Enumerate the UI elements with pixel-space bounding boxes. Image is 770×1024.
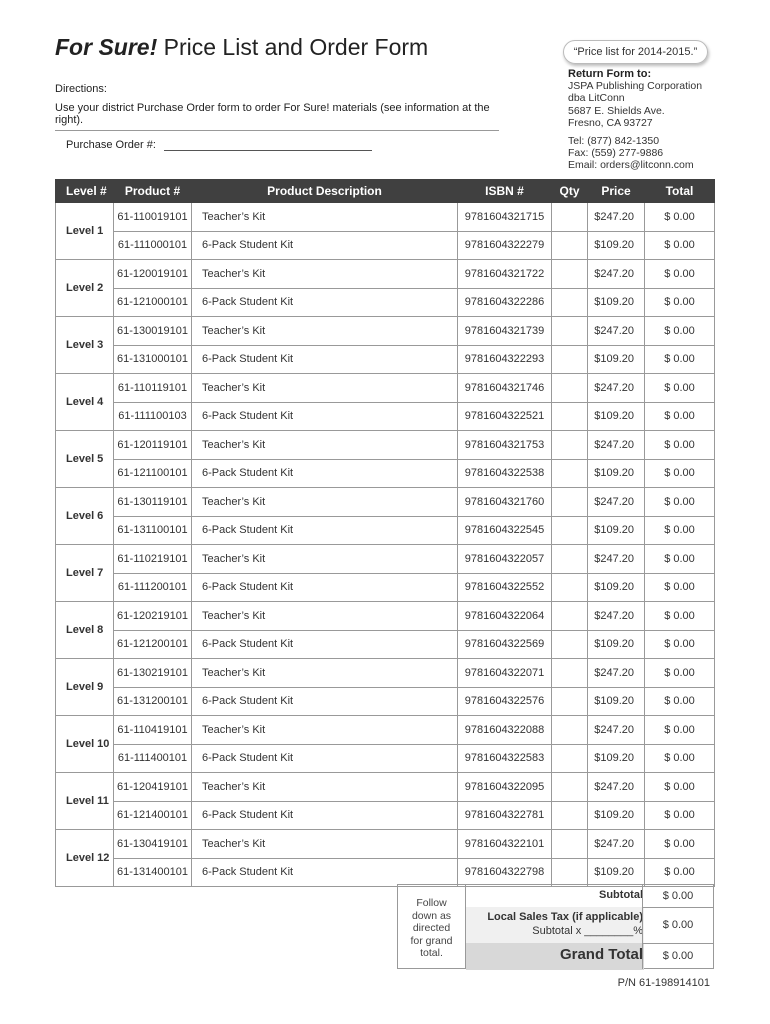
isbn-number: 9781604322101: [458, 830, 552, 859]
level-label: Level 12: [56, 830, 114, 887]
product-description: 6-Pack Student Kit: [192, 801, 458, 830]
contact-line: Email: orders@litconn.com: [568, 159, 694, 172]
price-value: $247.20: [588, 659, 645, 688]
isbn-number: 9781604321715: [458, 203, 552, 232]
total-value: $ 0.00: [645, 687, 715, 716]
total-value: $ 0.00: [645, 744, 715, 773]
product-description: Teacher’s Kit: [192, 602, 458, 631]
isbn-number: 9781604322576: [458, 687, 552, 716]
level-label: Level 3: [56, 317, 114, 374]
return-address: [568, 68, 702, 172]
isbn-number: 9781604322088: [458, 716, 552, 745]
product-description: Teacher’s Kit: [192, 260, 458, 289]
total-value: $ 0.00: [645, 716, 715, 745]
qty-input[interactable]: [552, 630, 588, 659]
table-row: [56, 573, 715, 602]
qty-input[interactable]: [552, 402, 588, 431]
product-description: 6-Pack Student Kit: [192, 573, 458, 602]
product-description: 6-Pack Student Kit: [192, 288, 458, 317]
table-row: [56, 773, 715, 802]
total-value: $ 0.00: [645, 630, 715, 659]
product-number: 61-110219101: [114, 545, 192, 574]
product-description: 6-Pack Student Kit: [192, 231, 458, 260]
table-row: [56, 459, 715, 488]
title-text: Price List and Order Form: [157, 34, 429, 60]
price-value: $109.20: [588, 687, 645, 716]
product-description: Teacher’s Kit: [192, 317, 458, 346]
directions-label: Directions:: [55, 83, 107, 95]
total-value: $ 0.00: [645, 602, 715, 631]
product-description: Teacher’s Kit: [192, 830, 458, 859]
table-row: [56, 858, 715, 887]
product-number: 61-130219101: [114, 659, 192, 688]
total-value: $ 0.00: [645, 231, 715, 260]
table-row: [56, 260, 715, 289]
product-description: 6-Pack Student Kit: [192, 459, 458, 488]
product-description: Teacher’s Kit: [192, 203, 458, 232]
isbn-number: 9781604322798: [458, 858, 552, 887]
price-value: $109.20: [588, 516, 645, 545]
price-value: $109.20: [588, 288, 645, 317]
qty-input[interactable]: [552, 773, 588, 802]
product-number: 61-110019101: [114, 203, 192, 232]
price-value: $109.20: [588, 801, 645, 830]
qty-input[interactable]: [552, 260, 588, 289]
product-number: 61-120019101: [114, 260, 192, 289]
total-value: $ 0.00: [645, 659, 715, 688]
price-value: $247.20: [588, 488, 645, 517]
price-value: $109.20: [588, 858, 645, 887]
isbn-number: 9781604322552: [458, 573, 552, 602]
level-label: Level 9: [56, 659, 114, 716]
product-number: 61-111400101: [114, 744, 192, 773]
grand-total-label: Grand Total: [559, 946, 643, 963]
total-value: $ 0.00: [645, 374, 715, 403]
return-line: Fresno, CA 93727: [568, 116, 653, 129]
table-row: [56, 374, 715, 403]
total-value: $ 0.00: [645, 545, 715, 574]
price-value: $109.20: [588, 573, 645, 602]
product-number: 61-130119101: [114, 488, 192, 517]
follow-line: for grand: [410, 934, 453, 947]
sales-tax-value: $ 0.00: [642, 907, 713, 944]
table-row: [56, 231, 715, 260]
product-description: 6-Pack Student Kit: [192, 858, 458, 887]
product-description: Teacher’s Kit: [192, 716, 458, 745]
price-value: $247.20: [588, 830, 645, 859]
price-value: $109.20: [588, 459, 645, 488]
level-label: Level 1: [56, 203, 114, 260]
qty-input[interactable]: [552, 545, 588, 574]
total-value: $ 0.00: [645, 431, 715, 460]
table-row: [56, 687, 715, 716]
product-number: 61-121200101: [114, 630, 192, 659]
level-label: Level 10: [56, 716, 114, 773]
product-number: 61-110419101: [114, 716, 192, 745]
qty-input[interactable]: [552, 231, 588, 260]
col-product: Product #: [114, 180, 192, 203]
page-title: [55, 34, 428, 61]
product-number: 61-110119101: [114, 374, 192, 403]
table-row: [56, 488, 715, 517]
price-value: $247.20: [588, 773, 645, 802]
price-value: $109.20: [588, 744, 645, 773]
level-label: Level 6: [56, 488, 114, 545]
isbn-number: 9781604322293: [458, 345, 552, 374]
product-description: Teacher’s Kit: [192, 545, 458, 574]
table-row: [56, 716, 715, 745]
price-value: $247.20: [588, 431, 645, 460]
product-description: Teacher’s Kit: [192, 431, 458, 460]
subtotal-label: Subtotal: [599, 889, 643, 901]
price-value: $109.20: [588, 402, 645, 431]
col-qty: Qty: [552, 180, 588, 203]
total-value: $ 0.00: [645, 516, 715, 545]
qty-input[interactable]: [552, 602, 588, 631]
qty-input[interactable]: [552, 288, 588, 317]
product-description: 6-Pack Student Kit: [192, 402, 458, 431]
product-description: 6-Pack Student Kit: [192, 516, 458, 545]
product-number: 61-120219101: [114, 602, 192, 631]
sales-tax-formula[interactable]: Subtotal x ________%: [532, 925, 643, 937]
total-value: $ 0.00: [645, 773, 715, 802]
price-value: $109.20: [588, 345, 645, 374]
price-value: $247.20: [588, 374, 645, 403]
qty-input[interactable]: [552, 801, 588, 830]
price-list-note: “Price list for 2014-2015.”: [563, 40, 708, 64]
isbn-number: 9781604322545: [458, 516, 552, 545]
total-value: $ 0.00: [645, 459, 715, 488]
product-description: 6-Pack Student Kit: [192, 687, 458, 716]
product-description: 6-Pack Student Kit: [192, 345, 458, 374]
isbn-number: 9781604322071: [458, 659, 552, 688]
product-description: 6-Pack Student Kit: [192, 630, 458, 659]
sales-tax-label: Local Sales Tax (if applicable): [487, 911, 643, 923]
isbn-number: 9781604322569: [458, 630, 552, 659]
follow-line: total.: [420, 947, 443, 959]
product-number: 61-131200101: [114, 687, 192, 716]
purchase-order-label: Purchase Order #:: [66, 139, 156, 151]
table-header-row: [56, 180, 715, 203]
col-level: Level #: [56, 180, 114, 203]
total-value: $ 0.00: [645, 488, 715, 517]
price-value: $247.20: [588, 203, 645, 232]
isbn-number: 9781604322064: [458, 602, 552, 631]
product-description: Teacher’s Kit: [192, 374, 458, 403]
qty-input[interactable]: [552, 687, 588, 716]
product-number: 61-130019101: [114, 317, 192, 346]
subtotal-value: $ 0.00: [642, 885, 713, 908]
product-number: 61-131000101: [114, 345, 192, 374]
directions-text: Use your district Purchase Order form to order For Sure! materials (see information at the right).: [55, 102, 499, 131]
follow-line: directed: [412, 922, 451, 934]
product-description: Teacher’s Kit: [192, 659, 458, 688]
part-number: P/N 61-198914101: [617, 977, 710, 989]
isbn-number: 9781604322057: [458, 545, 552, 574]
price-value: $247.20: [588, 317, 645, 346]
qty-input[interactable]: [552, 203, 588, 232]
qty-input[interactable]: [552, 345, 588, 374]
qty-input[interactable]: [552, 431, 588, 460]
level-label: Level 4: [56, 374, 114, 431]
return-line: dba LitConn: [568, 92, 625, 105]
return-heading: Return Form to:: [568, 68, 652, 80]
qty-input[interactable]: [552, 858, 588, 887]
table-row: [56, 744, 715, 773]
table-row: [56, 203, 715, 232]
table-row: [56, 345, 715, 374]
col-isbn: ISBN #: [458, 180, 552, 203]
price-value: $247.20: [588, 716, 645, 745]
level-label: Level 2: [56, 260, 114, 317]
price-value: $247.20: [588, 260, 645, 289]
table-row: [56, 630, 715, 659]
qty-input[interactable]: [552, 317, 588, 346]
qty-input[interactable]: [552, 659, 588, 688]
product-number: 61-131100101: [114, 516, 192, 545]
level-label: Level 11: [56, 773, 114, 830]
qty-input[interactable]: [552, 830, 588, 859]
table-row: [56, 288, 715, 317]
level-label: Level 7: [56, 545, 114, 602]
order-table: [55, 179, 715, 887]
isbn-number: 9781604321722: [458, 260, 552, 289]
price-value: $109.20: [588, 630, 645, 659]
table-row: [56, 317, 715, 346]
product-number: 61-120419101: [114, 773, 192, 802]
return-line: JSPA Publishing Corporation: [568, 80, 703, 93]
total-value: $ 0.00: [645, 260, 715, 289]
isbn-number: 9781604322286: [458, 288, 552, 317]
table-row: [56, 431, 715, 460]
level-label: Level 8: [56, 602, 114, 659]
qty-input[interactable]: [552, 488, 588, 517]
table-row: [56, 545, 715, 574]
product-number: 61-111100103: [114, 402, 192, 431]
isbn-number: 9781604321760: [458, 488, 552, 517]
return-line: 5687 E. Shields Ave.: [568, 104, 665, 117]
col-total: Total: [645, 180, 715, 203]
total-value: $ 0.00: [645, 317, 715, 346]
col-description: Product Description: [192, 180, 458, 203]
table-row: [56, 602, 715, 631]
total-value: $ 0.00: [645, 203, 715, 232]
product-number: 61-121000101: [114, 288, 192, 317]
total-value: $ 0.00: [645, 288, 715, 317]
isbn-number: 9781604322279: [458, 231, 552, 260]
grand-total-value: $ 0.00: [642, 943, 713, 969]
product-number: 61-120119101: [114, 431, 192, 460]
isbn-number: 9781604321753: [458, 431, 552, 460]
table-row: [56, 516, 715, 545]
isbn-number: 9781604322583: [458, 744, 552, 773]
qty-input[interactable]: [552, 716, 588, 745]
level-label: Level 5: [56, 431, 114, 488]
qty-input[interactable]: [552, 516, 588, 545]
isbn-number: 9781604321739: [458, 317, 552, 346]
product-description: 6-Pack Student Kit: [192, 744, 458, 773]
isbn-number: 9781604322095: [458, 773, 552, 802]
col-price: Price: [588, 180, 645, 203]
price-value: $247.20: [588, 602, 645, 631]
isbn-number: 9781604322781: [458, 801, 552, 830]
total-value: $ 0.00: [645, 830, 715, 859]
isbn-number: 9781604322538: [458, 459, 552, 488]
price-value: $247.20: [588, 545, 645, 574]
product-number: 61-111000101: [114, 231, 192, 260]
follow-line: Follow: [416, 897, 447, 909]
total-value: $ 0.00: [645, 858, 715, 887]
total-value: $ 0.00: [645, 345, 715, 374]
table-row: [56, 801, 715, 830]
product-number: 61-111200101: [114, 573, 192, 602]
contact-line: Tel: (877) 842-1350: [568, 135, 660, 148]
product-number: 61-131400101: [114, 858, 192, 887]
follow-line: down as: [411, 909, 452, 922]
purchase-order-input[interactable]: [164, 150, 372, 151]
qty-input[interactable]: [552, 459, 588, 488]
contact-line: Fax: (559) 277-9886: [568, 147, 664, 160]
isbn-number: 9781604322521: [458, 402, 552, 431]
totals-summary: [465, 884, 714, 969]
isbn-number: 9781604321746: [458, 374, 552, 403]
product-number: 61-121400101: [114, 801, 192, 830]
table-row: [56, 659, 715, 688]
table-row: [56, 402, 715, 431]
total-value: $ 0.00: [645, 402, 715, 431]
price-value: $109.20: [588, 231, 645, 260]
product-number: 61-130419101: [114, 830, 192, 859]
product-description: Teacher’s Kit: [192, 773, 458, 802]
qty-input[interactable]: [552, 573, 588, 602]
product-description: Teacher’s Kit: [192, 488, 458, 517]
total-value: $ 0.00: [645, 573, 715, 602]
product-number: 61-121100101: [114, 459, 192, 488]
table-row: [56, 830, 715, 859]
qty-input[interactable]: [552, 374, 588, 403]
total-value: $ 0.00: [645, 801, 715, 830]
qty-input[interactable]: [552, 744, 588, 773]
title-brand: For Sure!: [55, 34, 158, 60]
follow-note: [397, 884, 465, 969]
